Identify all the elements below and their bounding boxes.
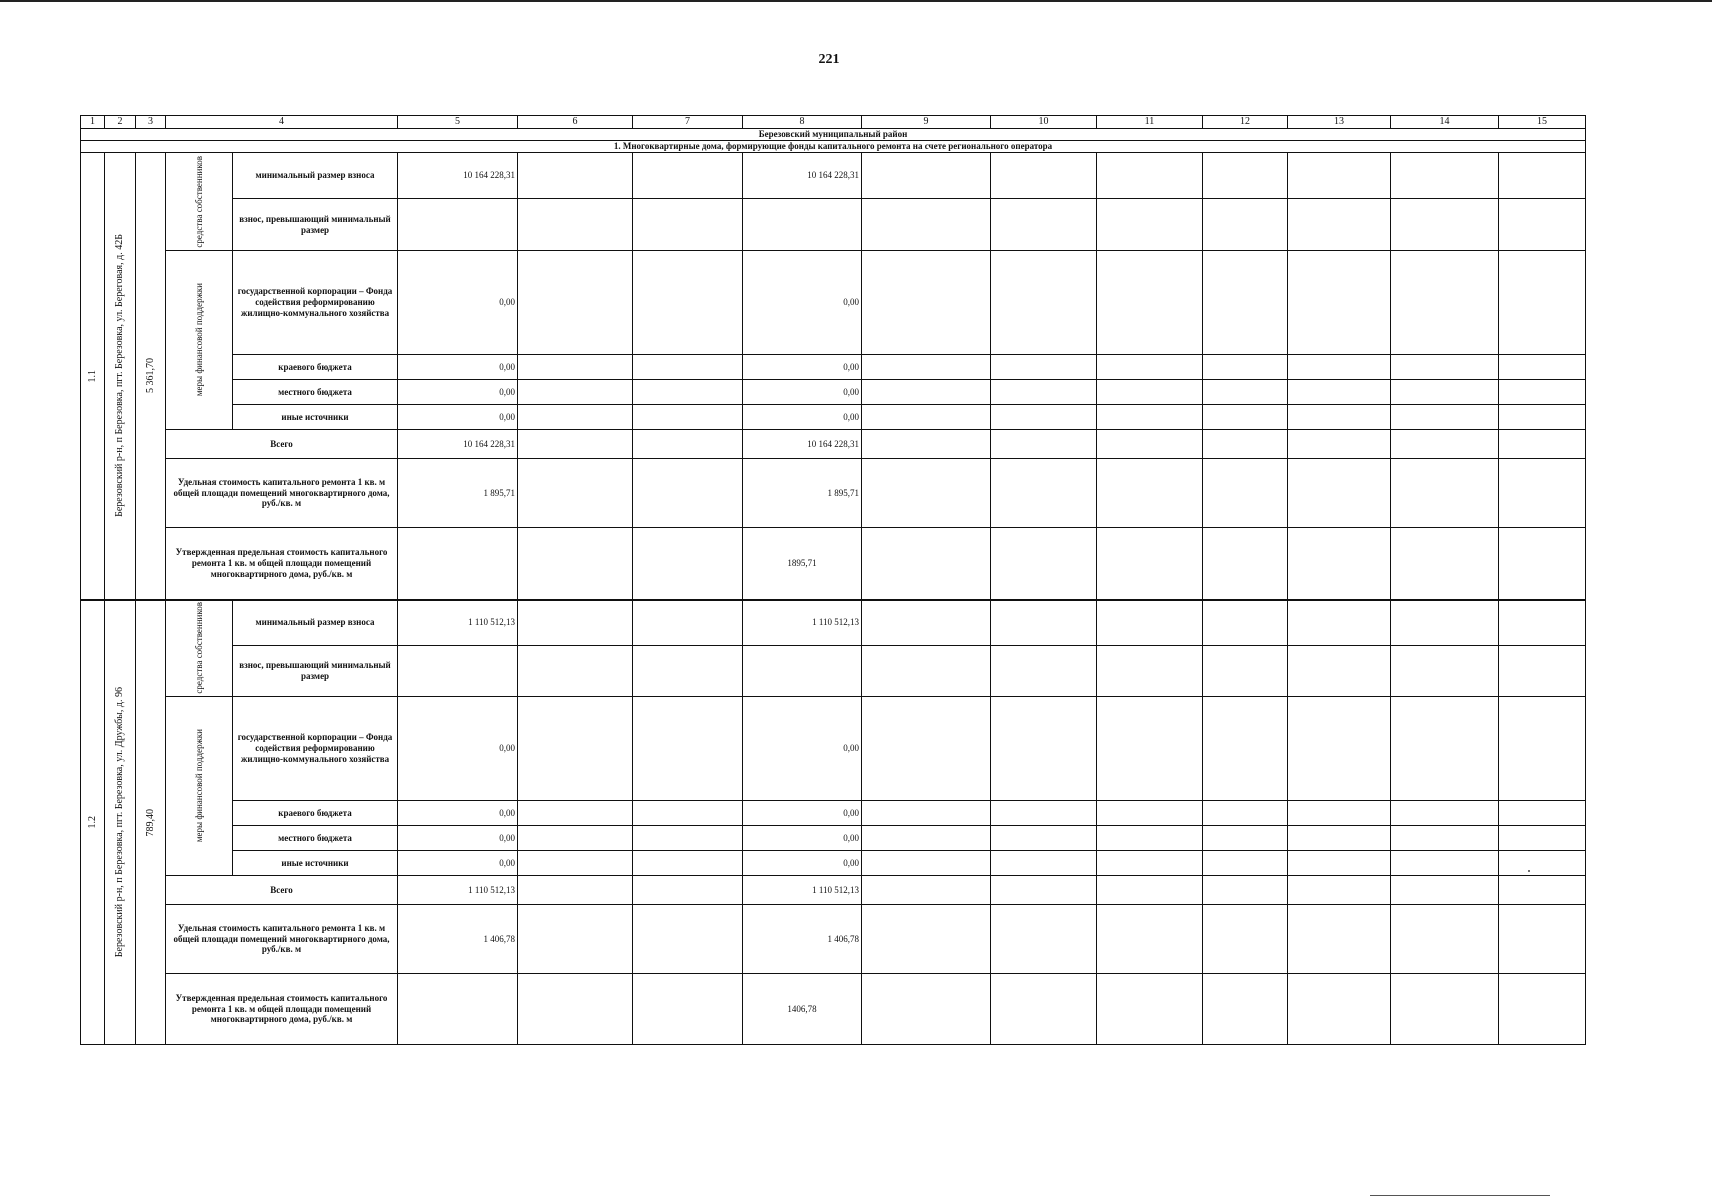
- table-row-corp: [81, 251, 1586, 355]
- row-label: Всего: [166, 430, 398, 459]
- value-col5: 0,00: [398, 826, 518, 851]
- value-col5: 0,00: [398, 380, 518, 405]
- column-number-row: [81, 116, 1586, 129]
- column-number: 15: [1499, 116, 1586, 129]
- value-col8: 1 110 512,13: [743, 876, 862, 905]
- house-address: Березовский р-н, п Березовка, пгт. Березовка, ул. Дружбы, д. 96: [114, 687, 125, 958]
- table-row-min-fee: [81, 600, 1586, 646]
- table-row-over-fee: [81, 199, 1586, 251]
- column-number: 3: [136, 116, 166, 129]
- value-col8: 0,00: [743, 851, 862, 876]
- section-title: 1. Многоквартирные дома, формирующие фонды капитального ремонта на счете регионального оператора: [81, 141, 1586, 153]
- house-area-cell: [136, 600, 166, 1045]
- column-number: 11: [1097, 116, 1203, 129]
- value-col8: 0,00: [743, 697, 862, 801]
- table-row-other: [81, 405, 1586, 430]
- value-col5: [398, 199, 518, 251]
- scan-speck: [1528, 870, 1530, 872]
- value-col5: 0,00: [398, 801, 518, 826]
- district-title: Березовский муниципальный район: [81, 129, 1586, 141]
- column-number: 9: [862, 116, 991, 129]
- row-label: взнос, превышающий минимальный размер: [233, 199, 398, 251]
- capital-repair-table: [80, 115, 1586, 1045]
- owners-group-cell: [166, 600, 233, 697]
- table-row-local: [81, 826, 1586, 851]
- row-label: местного бюджета: [233, 826, 398, 851]
- row-label: краевого бюджета: [233, 355, 398, 380]
- column-number: 6: [518, 116, 633, 129]
- row-label: иные источники: [233, 405, 398, 430]
- value-col5: 10 164 228,31: [398, 430, 518, 459]
- table-row-regional: [81, 355, 1586, 380]
- value-col8: [743, 646, 862, 697]
- row-label: взнос, превышающий минимальный размер: [233, 646, 398, 697]
- column-number: 2: [105, 116, 136, 129]
- value-col8: 0,00: [743, 801, 862, 826]
- value-col5: 1 895,71: [398, 459, 518, 528]
- table-row-limit-cost: [81, 528, 1586, 600]
- value-col8: 0,00: [743, 826, 862, 851]
- value-col8: 0,00: [743, 251, 862, 355]
- table-row-unit-cost: [81, 905, 1586, 974]
- house-number: 1.1: [86, 369, 98, 382]
- row-label: государственной корпорации – Фонда содействия реформированию жилищно-коммунального хозяйства: [233, 251, 398, 355]
- value-col5: 0,00: [398, 251, 518, 355]
- value-col8: 0,00: [743, 355, 862, 380]
- column-number: 10: [991, 116, 1097, 129]
- value-col8: 1895,71: [743, 528, 862, 600]
- owners-group-label: средства собственников: [193, 602, 204, 695]
- support-group-cell: [166, 697, 233, 876]
- column-number: 4: [166, 116, 398, 129]
- column-number: 12: [1203, 116, 1288, 129]
- support-group-cell: [166, 251, 233, 430]
- value-col5: 0,00: [398, 851, 518, 876]
- row-label: краевого бюджета: [233, 801, 398, 826]
- value-col5: 1 110 512,13: [398, 600, 518, 646]
- column-number: 13: [1288, 116, 1391, 129]
- table-row-other: [81, 851, 1586, 876]
- row-label: Удельная стоимость капитального ремонта 1 кв. м общей площади помещений многоквартирного дома, руб./кв. м: [166, 459, 398, 528]
- value-col5: 10 164 228,31: [398, 153, 518, 199]
- house-area: 5 361,70: [144, 358, 156, 394]
- house-address-cell: [105, 600, 136, 1045]
- value-col8: 10 164 228,31: [743, 430, 862, 459]
- column-number: 1: [81, 116, 105, 129]
- section-row: [81, 141, 1586, 153]
- top-border-line: [0, 0, 1712, 2]
- column-number: 14: [1391, 116, 1499, 129]
- value-col5: [398, 646, 518, 697]
- table-row-limit-cost: [81, 974, 1586, 1045]
- column-number: 5: [398, 116, 518, 129]
- house-number-cell: [81, 153, 105, 600]
- value-col8: 1 110 512,13: [743, 600, 862, 646]
- column-number: 8: [743, 116, 862, 129]
- row-label: Утвержденная предельная стоимость капитального ремонта 1 кв. м общей площади помещений многоквартирного дома, руб./кв. м: [166, 974, 398, 1045]
- house-number: 1.2: [86, 816, 98, 829]
- house-address-cell: [105, 153, 136, 600]
- house-area: 789,40: [144, 808, 156, 836]
- support-group-label: меры финансовой поддержки: [193, 283, 204, 397]
- house-area-cell: [136, 153, 166, 600]
- scan-edge-mark: [1370, 1195, 1550, 1196]
- value-col5: 1 406,78: [398, 905, 518, 974]
- value-col8: 1 406,78: [743, 905, 862, 974]
- owners-group-cell: [166, 153, 233, 251]
- value-col5: 0,00: [398, 355, 518, 380]
- row-label: Удельная стоимость капитального ремонта 1 кв. м общей площади помещений многоквартирного дома, руб./кв. м: [166, 905, 398, 974]
- value-col5: 0,00: [398, 697, 518, 801]
- district-row: [81, 129, 1586, 141]
- row-label: государственной корпорации – Фонда содействия реформированию жилищно-коммунального хозяйства: [233, 697, 398, 801]
- table-row-total: [81, 876, 1586, 905]
- value-col5: 1 110 512,13: [398, 876, 518, 905]
- table-row-over-fee: [81, 646, 1586, 697]
- value-col8: 10 164 228,31: [743, 153, 862, 199]
- table-row-regional: [81, 801, 1586, 826]
- value-col8: [743, 199, 862, 251]
- row-label: местного бюджета: [233, 380, 398, 405]
- value-col8: 1406,78: [743, 974, 862, 1045]
- table-row-unit-cost: [81, 459, 1586, 528]
- row-label: иные источники: [233, 851, 398, 876]
- column-number: 7: [633, 116, 743, 129]
- table-row-min-fee: [81, 153, 1586, 199]
- owners-group-label: средства собственников: [193, 155, 204, 248]
- row-label: минимальный размер взноса: [233, 153, 398, 199]
- value-col5: 0,00: [398, 405, 518, 430]
- table-row-local: [81, 380, 1586, 405]
- table-row-corp: [81, 697, 1586, 801]
- value-col8: 0,00: [743, 380, 862, 405]
- page-number: 221: [818, 52, 840, 67]
- row-label: Утвержденная предельная стоимость капитального ремонта 1 кв. м общей площади помещений многоквартирного дома, руб./кв. м: [166, 528, 398, 600]
- value-col8: 1 895,71: [743, 459, 862, 528]
- house-address: Березовский р-н, п Березовка, пгт. Березовка, ул. Береговая, д. 42Б: [114, 234, 125, 518]
- support-group-label: меры финансовой поддержки: [193, 729, 204, 843]
- row-label: Всего: [166, 876, 398, 905]
- table-row-total: [81, 430, 1586, 459]
- row-label: минимальный размер взноса: [233, 600, 398, 646]
- house-number-cell: [81, 600, 105, 1045]
- value-col8: 0,00: [743, 405, 862, 430]
